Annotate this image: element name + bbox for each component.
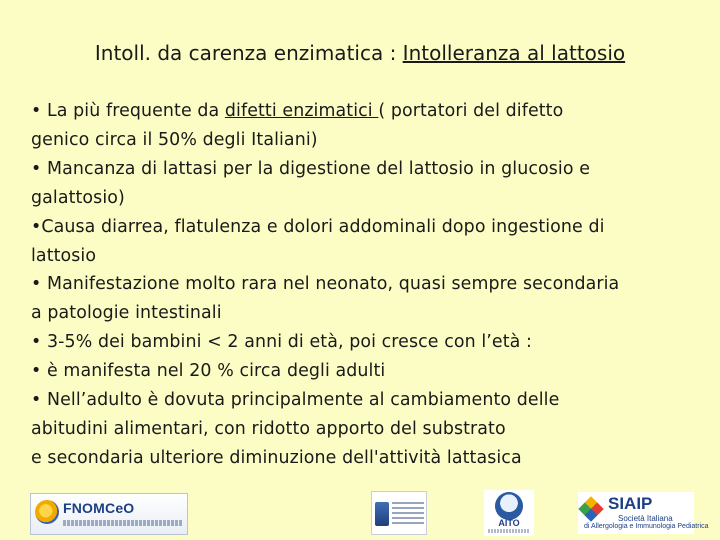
siaip-logo <box>578 492 709 534</box>
bullet-list <box>31 97 701 473</box>
bullet-line-10: • è manifesta nel 20 % circa degli adulti <box>31 361 386 382</box>
bullet-line-5: •Causa diarrea, flatulenza e dolori addominali dopo ingestione di <box>31 216 605 237</box>
aito-name: AITO <box>498 518 520 528</box>
title-underlined: Intolleranza al lattosio <box>402 41 626 65</box>
aito-subtitle-decoration <box>488 529 530 533</box>
bullet-line-2: genico circa il 50% degli Italiani) <box>31 129 318 150</box>
sia-text-decoration <box>392 502 424 526</box>
line1-before: • La più frequente da <box>31 101 225 121</box>
fnomceo-name: FNOMCeO <box>63 500 135 516</box>
title-prefix: Intoll. da carenza enzimatica : <box>94 41 403 65</box>
siaip-emblem-icon <box>578 496 603 521</box>
fnomceo-logo <box>30 493 188 535</box>
fnomceo-subtitle-decoration <box>63 520 183 526</box>
bullet-line-13: e secondaria ulteriore diminuzione dell'attività lattasica <box>31 447 522 468</box>
bullet-line-1 <box>31 97 701 126</box>
bullet-line-6: lattosio <box>31 245 97 266</box>
bullet-line-12: abitudini alimentari, con ridotto apporto del substrato <box>31 418 506 439</box>
line1-underlined: difetti enzimatici <box>224 101 379 121</box>
aito-globe-icon <box>495 492 523 520</box>
fnomceo-emblem-icon <box>35 500 59 524</box>
logo-strip <box>0 488 720 540</box>
siaip-subtitle-1: Società Italiana <box>618 514 673 523</box>
sia-emblem-icon <box>375 502 389 526</box>
aito-logo <box>484 490 534 536</box>
bullet-line-8: a patologie intestinali <box>31 303 222 324</box>
sia-logo <box>371 491 427 535</box>
line1-after: ( portatori del difetto <box>378 101 564 121</box>
bullet-line-3: • Mancanza di lattasi per la digestione del lattosio in glucosio e <box>31 158 591 179</box>
slide-title <box>0 39 720 67</box>
bullet-line-4: galattosio) <box>31 187 125 208</box>
bullet-line-11: • Nell’adulto è dovuta principalmente al cambiamento delle <box>31 390 560 411</box>
siaip-name: SIAIP <box>608 494 653 513</box>
bullet-line-9: • 3-5% dei bambini < 2 anni di età, poi cresce con l’età : <box>31 332 532 353</box>
siaip-subtitle-2: di Allergologia e Immunologia Pediatrica <box>584 523 709 530</box>
bullet-line-7: • Manifestazione molto rara nel neonato, quasi sempre secondaria <box>31 274 620 295</box>
